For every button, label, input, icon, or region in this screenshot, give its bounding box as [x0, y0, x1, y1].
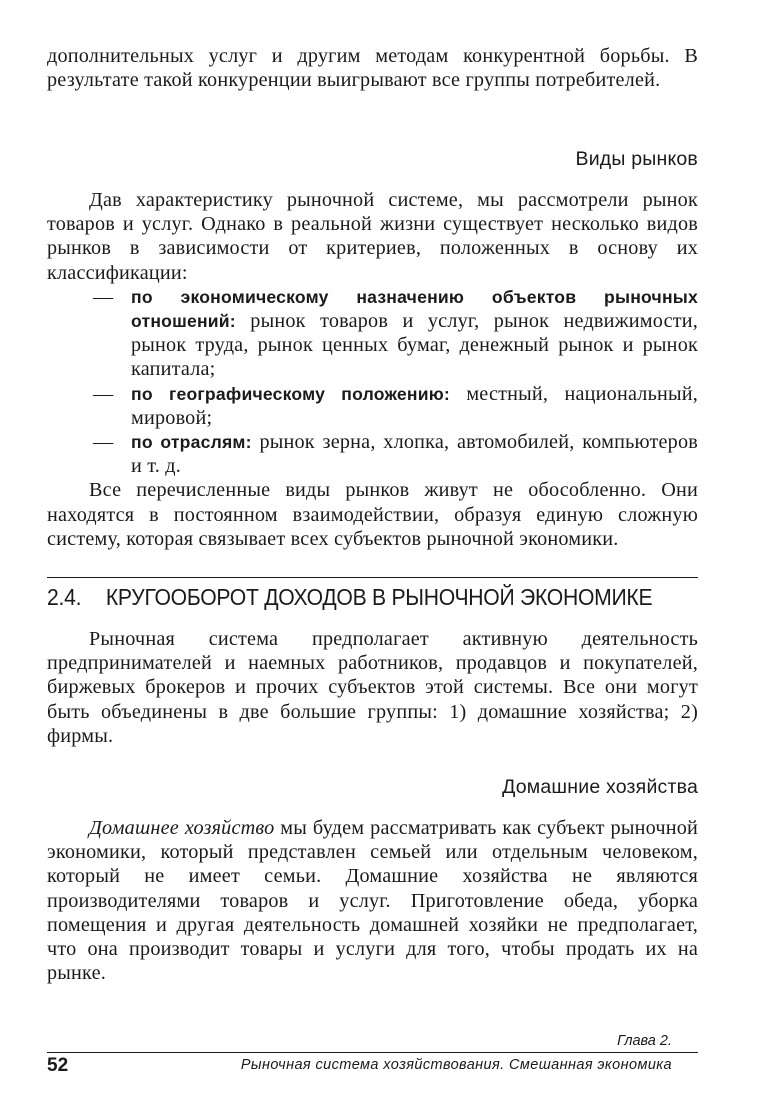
subheading-households: Домашние хозяйства: [502, 776, 698, 799]
households-text: мы будем рассматривать как субъект рыночной экономики, который представлен семьей или отдельным человеком, который не имеет семьи. Домашние хозяйства не являются производителями товаров и услуг. Приготовление обеда, уборка помещения и другая деятельность домашней хозяйки не предполагает, что она производит товары и услуги для того, чтобы продать их на рынке.: [47, 817, 699, 985]
market-types-paragraph: Дав характеристику рыночной системе, мы рассмотрели рынок товаров и услуг. Однако в реальной жизни существует несколько видов рынков в зависимости от критериев, положенных в основу их классификации:: [47, 189, 698, 284]
footer-bottom: [47, 1053, 698, 1079]
list-item: [47, 285, 698, 382]
section-title: КРУГООБОРОТ ДОХОДОВ В РЫНОЧНОЙ ЭКОНОМИКЕ: [105, 584, 653, 611]
list-item: [47, 430, 698, 478]
chapter-title: Рыночная система хозяйствования. Смешанная экономика: [240, 1057, 672, 1073]
page-number: 52: [47, 1055, 69, 1076]
section-paragraph: Рыночная система предполагает активную деятельность предпринимателей и наемных работников, продавцов и покупателей, биржевых брокеров и прочих субъектов этой системы. Все они могут быть объединены в две большие группы: 1) домашние хозяйства; 2) фирмы.: [47, 628, 698, 747]
households-term: Домашнее хозяйство: [89, 817, 275, 840]
intro-paragraph: дополнительных услуг и другим методам конкурентной борьбы. В результате такой конкуренции выигрывают все группы потребителей.: [47, 45, 698, 92]
list-text: местный, национальный, мировой;: [131, 382, 698, 429]
subheading-market-types: Виды рынков: [575, 148, 698, 170]
chapter-label: Глава 2.: [617, 1033, 672, 1049]
section-rule: [47, 577, 698, 611]
section-heading: [47, 578, 653, 611]
page-body: [47, 44, 698, 985]
section-number: 2.4.: [47, 584, 82, 611]
market-types-closing: Все перечисленные виды рынков живут не обособленно. Они находятся в постоянном взаимодействии, образуя единую сложную систему, которая связывает всех субъектов рыночной экономики.: [47, 479, 698, 550]
list-term: по отраслям:: [131, 432, 252, 453]
list-text: рынок зерна, хлопка, автомобилей, компьютеров и т. д.: [131, 431, 698, 478]
list-dash: —: [93, 382, 114, 405]
list-dash: —: [93, 431, 114, 454]
list-term: по географическому положению:: [131, 383, 450, 404]
households-paragraph: [47, 816, 698, 985]
list-term: по экономическому назначению объектов рыночных отношений:: [131, 286, 698, 332]
list-text: рынок товаров и услуг, рынок недвижимости, рынок труда, рынок ценных бумаг, денежный рынок и рынок капитала;: [131, 310, 699, 381]
market-types-list: [47, 285, 698, 479]
page-footer: [47, 1033, 698, 1079]
list-item: [47, 382, 698, 430]
list-dash: —: [93, 285, 114, 308]
